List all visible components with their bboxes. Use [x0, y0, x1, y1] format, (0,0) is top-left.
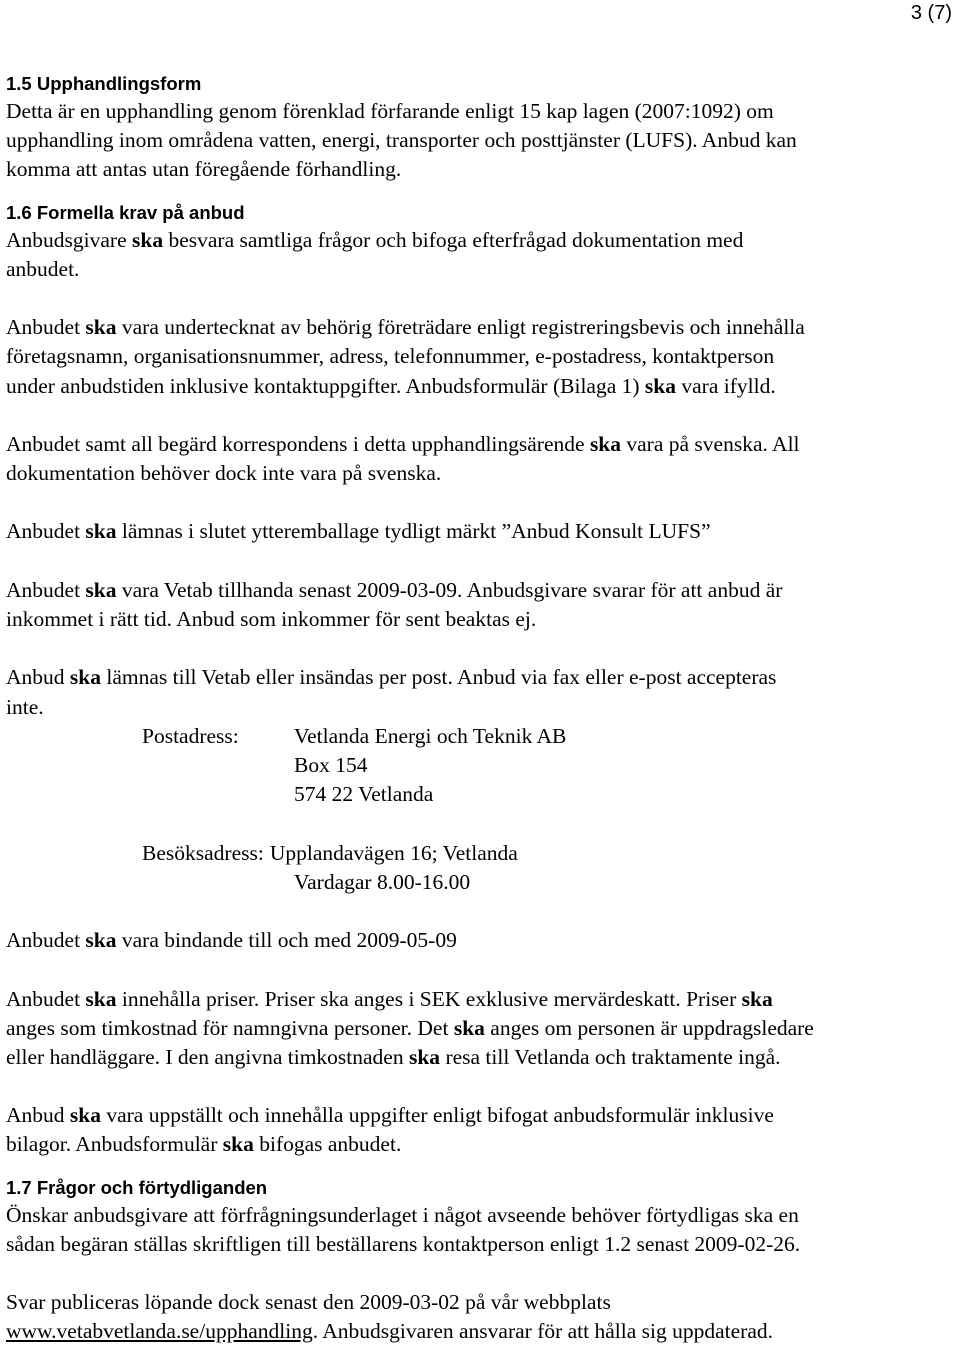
paragraph-line: Anbudet ska lämnas i slutet ytteremballage tydligt märkt ”Anbud Konsult LUFS” [6, 519, 711, 544]
page-number: 3 (7) [910, 2, 952, 24]
paragraph-line: anbudet. [6, 256, 80, 281]
postal-address [6, 722, 958, 810]
paragraph-line: Anbud ska vara uppställt och innehålla uppgifter enligt bifogat anbudsformulär inklusive [6, 1103, 774, 1128]
paragraph-line: Anbudet ska vara undertecknat av behörig företrädare enligt registreringsbevis och innehålla [6, 315, 805, 340]
paragraph-line: Anbud ska lämnas till Vetab eller insändas per post. Anbud via fax eller e-post accepteras [6, 665, 777, 690]
paragraph-line: Anbudsgivare ska besvara samtliga frågor och bifoga efterfrågad dokumentation med [6, 227, 744, 252]
postal-address-line: Vetlanda Energi och Teknik AB [294, 723, 567, 748]
document-body [6, 70, 958, 1347]
section-heading-1-5: 1.5 Upphandlingsform [6, 73, 202, 94]
postal-address-line: 574 22 Vetlanda [294, 782, 434, 807]
paragraph-line: Önskar anbudsgivare att förfrågningsunderlaget i något avseende behöver förtydligas ska en [6, 1202, 799, 1227]
postal-address-line: Box 154 [294, 752, 368, 777]
paragraph-line: inkommet i rätt tid. Anbud som inkommer för sent beaktas ej. [6, 607, 537, 631]
paragraph-line: Detta är en upphandling genom förenklad förfarande enligt 15 kap lagen (2007:1092) om [6, 99, 774, 123]
paragraph-line: www.vetabvetlanda.se/upphandling. Anbudsgivaren ansvarar för att hålla sig uppdaterad. [6, 1319, 774, 1344]
website-link[interactable]: www.vetabvetlanda.se/upphandling [6, 1319, 313, 1344]
paragraph-line: Anbudet ska vara Vetab tillhanda senast 2009-03-09. Anbudsgivare svarar för att anbud är [6, 577, 783, 602]
visiting-address [6, 839, 958, 868]
paragraph-line: bilagor. Anbudsformulär ska bifogas anbudet. [6, 1132, 402, 1157]
paragraph-line: eller handläggare. I den angivna timkostnaden ska resa till Vetlanda och traktamente ingå. [6, 1044, 781, 1069]
visiting-hours: Vardagar 8.00-16.00 [294, 869, 471, 894]
paragraph-line: Svar publiceras löpande dock senast den 2009-03-02 på vår webbplats [6, 1290, 611, 1315]
section-heading-1-7: 1.7 Frågor och förtydliganden [6, 1176, 268, 1198]
section-heading-1-6: 1.6 Formella krav på anbud [6, 201, 245, 223]
paragraph-line: inte. [6, 694, 44, 719]
postal-address-label: Postadress: [142, 723, 239, 748]
visiting-address-line: Upplandavägen 16; Vetlanda [269, 840, 518, 865]
paragraph-line: upphandling inom områdena vatten, energi, transporter och posttjänster (LUFS). Anbud kan [6, 128, 797, 153]
paragraph-line: Anbudet ska vara bindande till och med 2009-05-09 [6, 928, 457, 953]
paragraph-line: företagsnamn, organisationsnummer, adress, telefonnummer, e-postadress, kontaktperson [6, 344, 775, 369]
paragraph-line: dokumentation behöver dock inte vara på svenska. [6, 461, 442, 486]
paragraph-line: Anbudet samt all begärd korrespondens i detta upphandlingsärende ska vara på svenska. All [6, 431, 800, 456]
paragraph-line: anges som timkostnad för namngivna personer. Det ska anges om personen är uppdragsledare [6, 1015, 814, 1040]
paragraph-line: under anbudstiden inklusive kontaktuppgifter. Anbudsformulär (Bilaga 1) ska vara ifylld. [6, 373, 776, 398]
paragraph-line: sådan begäran ställas skriftligen till beställarens kontaktperson enligt 1.2 senast 2009-02-26. [6, 1231, 801, 1256]
paragraph-line: komma att antas utan föregående förhandling. [6, 157, 402, 182]
paragraph-line: Anbudet ska innehålla priser. Priser ska anges i SEK exklusive mervärdeskatt. Priser ska [6, 986, 773, 1011]
visiting-address-label: Besöksadress: [142, 840, 264, 865]
